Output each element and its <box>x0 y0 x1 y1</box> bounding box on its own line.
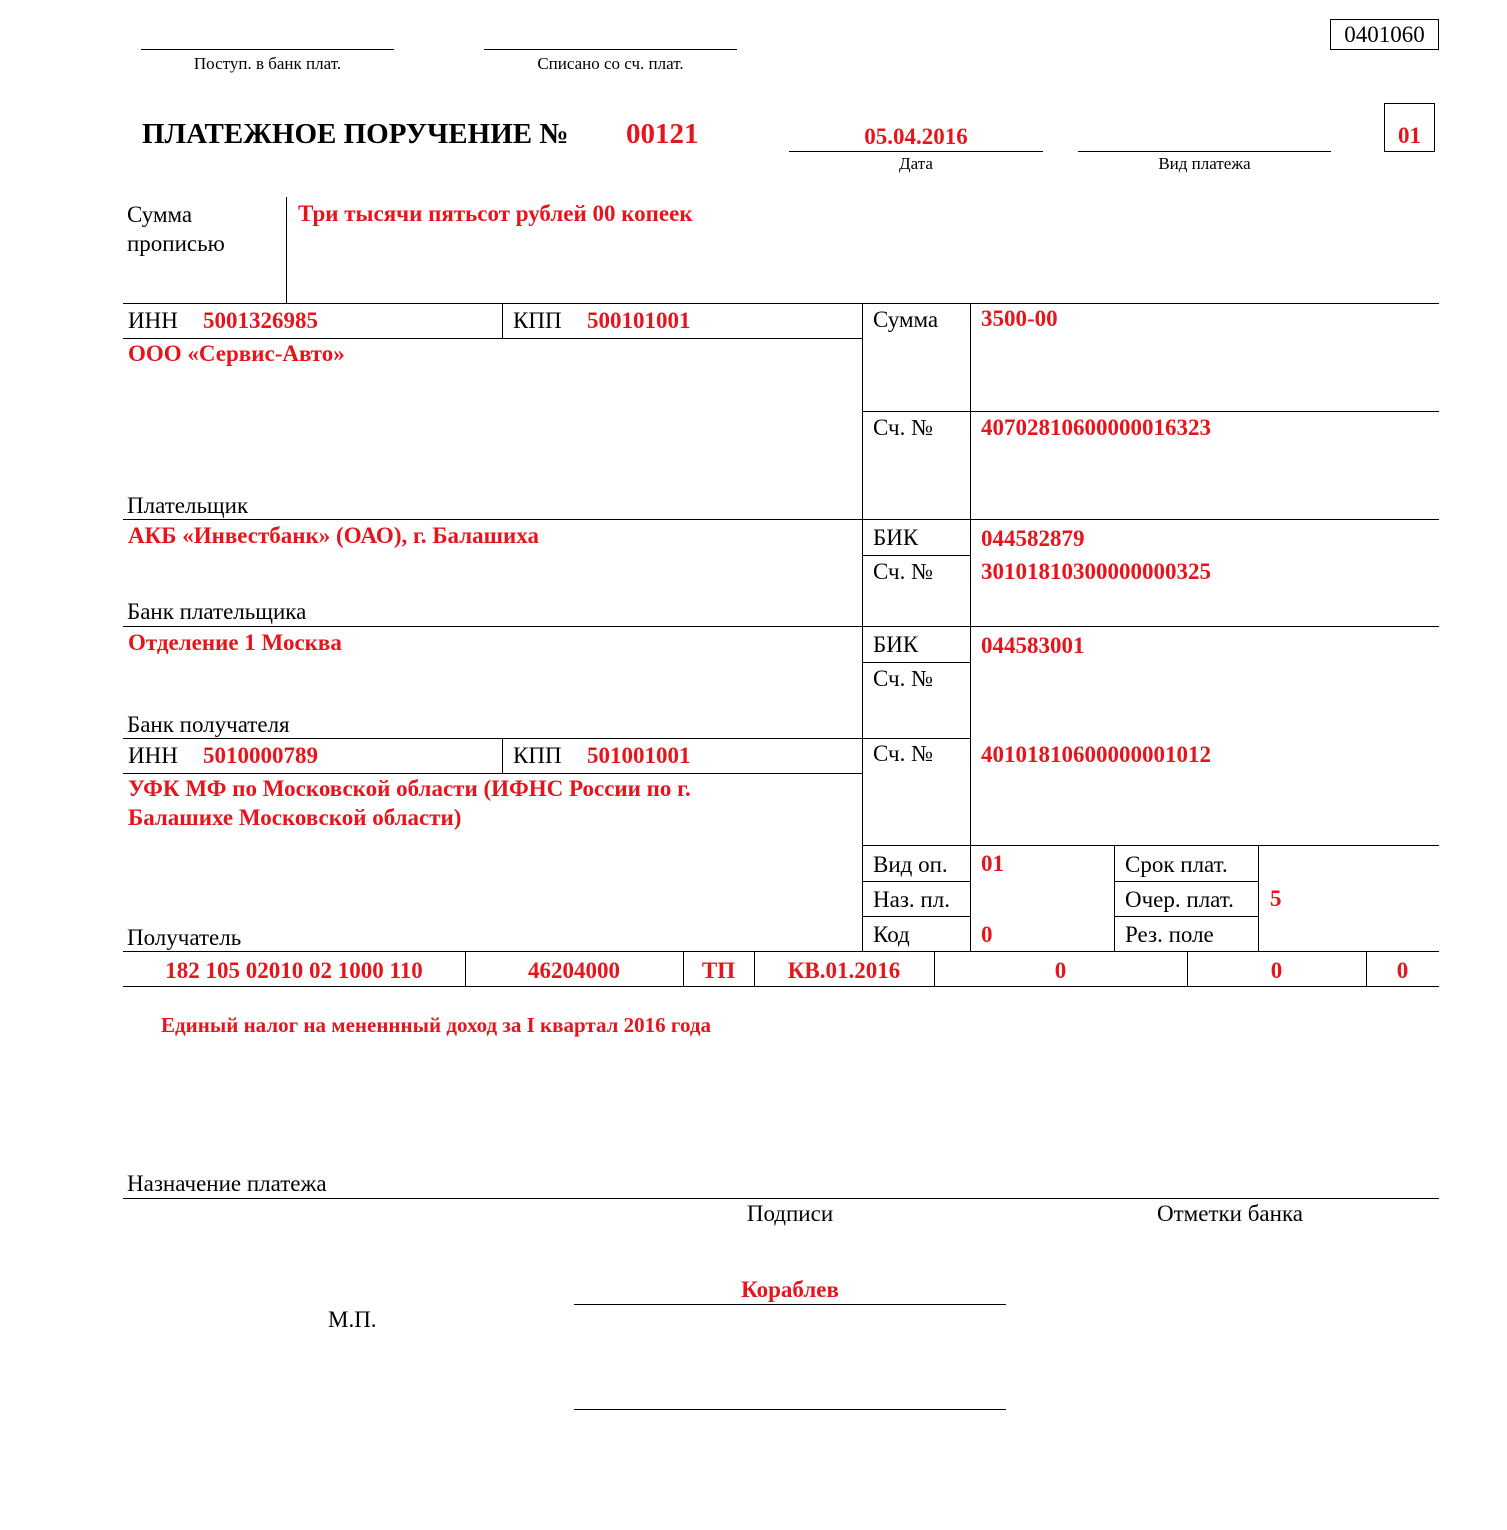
payer-account-label: Сч. № <box>873 415 934 440</box>
received-label: Поступ. в банк плат. <box>193 54 342 73</box>
grid-line <box>862 555 971 556</box>
debited-line <box>484 49 737 50</box>
payment-type-line <box>1078 151 1331 152</box>
payee-name-line2: Балашихе Московской области) <box>128 805 462 830</box>
payer-name: ООО «Сервис-Авто» <box>128 341 345 366</box>
grid-line <box>123 986 1439 987</box>
oktmo: 46204000 <box>528 958 620 983</box>
sum-value: 3500-00 <box>981 306 1058 331</box>
grid-line <box>862 916 971 917</box>
payee-account: 40101810600000001012 <box>981 742 1211 767</box>
payee-bank-bik-label: БИК <box>873 632 919 657</box>
grid-line <box>1114 916 1258 917</box>
doc-number: 0 <box>1054 958 1067 983</box>
payee-bank-name: Отделение 1 Москва <box>128 630 342 655</box>
payee-kpp: 501001001 <box>587 743 691 768</box>
date-value: 05.04.2016 <box>864 124 968 149</box>
grid-line <box>123 626 1439 627</box>
debited-label: Списано со сч. плат. <box>537 54 684 73</box>
form-code-box <box>1330 19 1439 50</box>
payer-bank-bik-label: БИК <box>873 525 919 550</box>
signature-line-1 <box>574 1304 1006 1305</box>
signer-name: Кораблев <box>741 1277 839 1302</box>
payer-account: 40702810600000016323 <box>981 415 1211 440</box>
grid-line <box>123 773 863 774</box>
code-label: Код <box>873 922 910 947</box>
payee-account-label: Сч. № <box>873 741 934 766</box>
grid-line <box>862 662 971 663</box>
grid-line <box>970 303 971 951</box>
grid-line <box>862 845 1439 846</box>
due-label: Срок плат. <box>1125 852 1228 877</box>
amount-words-value: Три тысячи пятьсот рублей 00 копеек <box>298 201 693 226</box>
payee-inn-label: ИНН <box>128 743 178 768</box>
op-type: 01 <box>981 851 1004 876</box>
payer-label: Плательщик <box>127 493 249 518</box>
payee-inn: 5010000789 <box>203 743 318 768</box>
grid-line <box>123 519 1439 520</box>
sum-label: Сумма <box>873 307 939 332</box>
amount-words-divider <box>286 197 287 303</box>
signature-line-2 <box>574 1409 1006 1410</box>
received-line <box>141 49 394 50</box>
grid-line <box>502 303 503 338</box>
date-label: Дата <box>899 154 933 173</box>
kbk: 182 105 02010 02 1000 110 <box>165 958 423 983</box>
tax-period: КВ.01.2016 <box>787 958 901 983</box>
grid-line <box>123 338 863 339</box>
payee-name-line1: УФК МФ по Московской области (ИФНС России по г. <box>128 776 691 801</box>
payer-bank-account-label: Сч. № <box>873 559 934 584</box>
purpose-code-label: Наз. пл. <box>873 887 950 912</box>
code-value: 0 <box>981 922 993 947</box>
grid-line <box>862 411 1439 412</box>
doc-date: 0 <box>1270 958 1283 983</box>
grid-line <box>123 303 1439 304</box>
grid-line <box>502 738 503 773</box>
payer-bank-account: 30101810300000000325 <box>981 559 1211 584</box>
payer-inn-label: ИНН <box>128 308 178 333</box>
grid-line <box>1114 845 1115 951</box>
payee-label: Получатель <box>127 925 242 950</box>
payee-bank-bik: 044583001 <box>981 633 1085 658</box>
payee-kpp-label: КПП <box>513 743 562 768</box>
reserve-label: Рез. поле <box>1125 922 1214 947</box>
priority-value: 5 <box>1270 886 1282 911</box>
grid-line <box>1114 881 1258 882</box>
status-box <box>1384 103 1435 152</box>
amount-words-label-1: Сумма <box>127 202 193 227</box>
grid-line <box>862 881 971 882</box>
payer-inn: 5001326985 <box>203 308 318 333</box>
page-title: ПЛАТЕЖНОЕ ПОРУЧЕНИЕ № <box>142 118 569 150</box>
field-110: 0 <box>1396 958 1409 983</box>
signatures-label: Подписи <box>746 1201 834 1226</box>
payer-kpp: 500101001 <box>587 308 691 333</box>
purpose-label: Назначение платежа <box>127 1171 327 1196</box>
payer-bank-label: Банк плательщика <box>127 599 307 624</box>
payee-bank-account-label: Сч. № <box>873 666 934 691</box>
purpose-line <box>123 1198 1439 1199</box>
payer-kpp-label: КПП <box>513 308 562 333</box>
tax-basis: ТП <box>701 958 736 983</box>
payer-bank-bik: 044582879 <box>981 526 1085 551</box>
op-type-label: Вид оп. <box>873 852 948 877</box>
payment-type-label: Вид платежа <box>1158 154 1251 173</box>
payer-bank-name: АКБ «Инвестбанк» (ОАО), г. Балашиха <box>128 523 540 548</box>
date-line <box>789 151 1043 152</box>
form-code: 0401060 <box>1344 22 1425 47</box>
amount-words-label-2: прописью <box>127 231 225 256</box>
bank-marks-label: Отметки банка <box>1157 1201 1303 1226</box>
status-code: 01 <box>1398 123 1421 148</box>
priority-label: Очер. плат. <box>1125 887 1234 912</box>
order-number: 00121 <box>626 118 699 150</box>
grid-line <box>123 951 1439 952</box>
stamp-label: М.П. <box>328 1307 377 1332</box>
payee-bank-label: Банк получателя <box>127 712 290 737</box>
purpose-text: Единый налог на мененнный доход за I квартал 2016 года <box>161 1013 711 1037</box>
grid-line <box>1258 845 1259 951</box>
grid-line <box>862 303 863 951</box>
